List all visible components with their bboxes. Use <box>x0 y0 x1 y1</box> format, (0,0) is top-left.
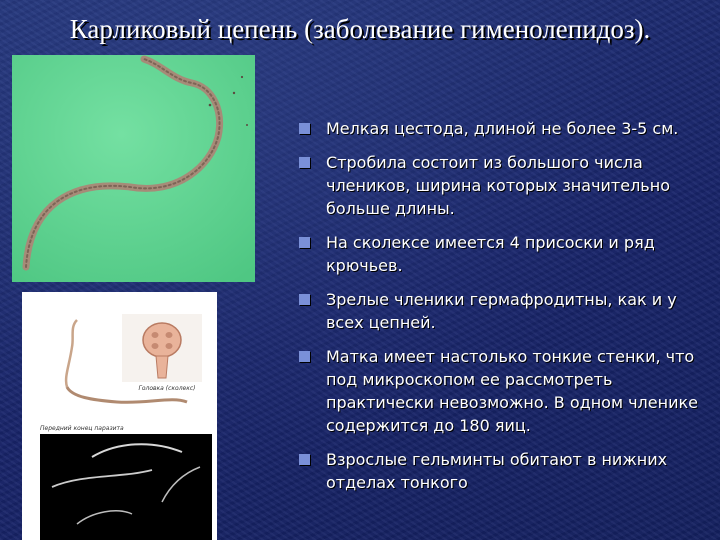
bullet-text: Стробила состоит из большого числа члеников, ширина которых значительно больше длины. <box>326 153 670 218</box>
square-bullet-icon <box>299 351 310 362</box>
slide-title: Карликовый цепень (заболевание гименолепидоз). <box>69 14 651 44</box>
bullet-item <box>296 345 700 437</box>
bullet-list <box>296 117 700 505</box>
scolex-caption: Головка (сколекс) <box>138 385 196 392</box>
bullet-item <box>296 448 700 494</box>
bullet-item <box>296 231 700 277</box>
square-bullet-icon <box>299 454 310 465</box>
bullet-text: Взрослые гельминты обитают в нижних отделах тонкого <box>326 450 668 492</box>
bullet-text: Мелкая цестода, длиной не более 3-5 см. <box>326 119 679 138</box>
bullet-text: Матка имеет настолько тонкие стенки, что под микроскопом ее рассмотреть практически невозможно. В одном членике содержится до 180 яиц. <box>326 347 698 435</box>
square-bullet-icon <box>299 294 310 305</box>
bullet-item <box>296 288 700 334</box>
square-bullet-icon <box>299 237 310 248</box>
tapeworm-diagram-panel <box>22 292 217 540</box>
bullet-item <box>296 151 700 220</box>
square-bullet-icon <box>299 157 310 168</box>
square-bullet-icon <box>299 123 310 134</box>
bullet-text: Зрелые членики гермафродитны, как и у всех цепней. <box>326 290 677 332</box>
tapeworm-photo <box>12 55 255 282</box>
bullet-item <box>296 117 700 140</box>
bullet-text: На сколексе имеется 4 присоски и ряд крючьев. <box>326 233 655 275</box>
worm-caption: Передний конец паразита <box>40 425 124 432</box>
